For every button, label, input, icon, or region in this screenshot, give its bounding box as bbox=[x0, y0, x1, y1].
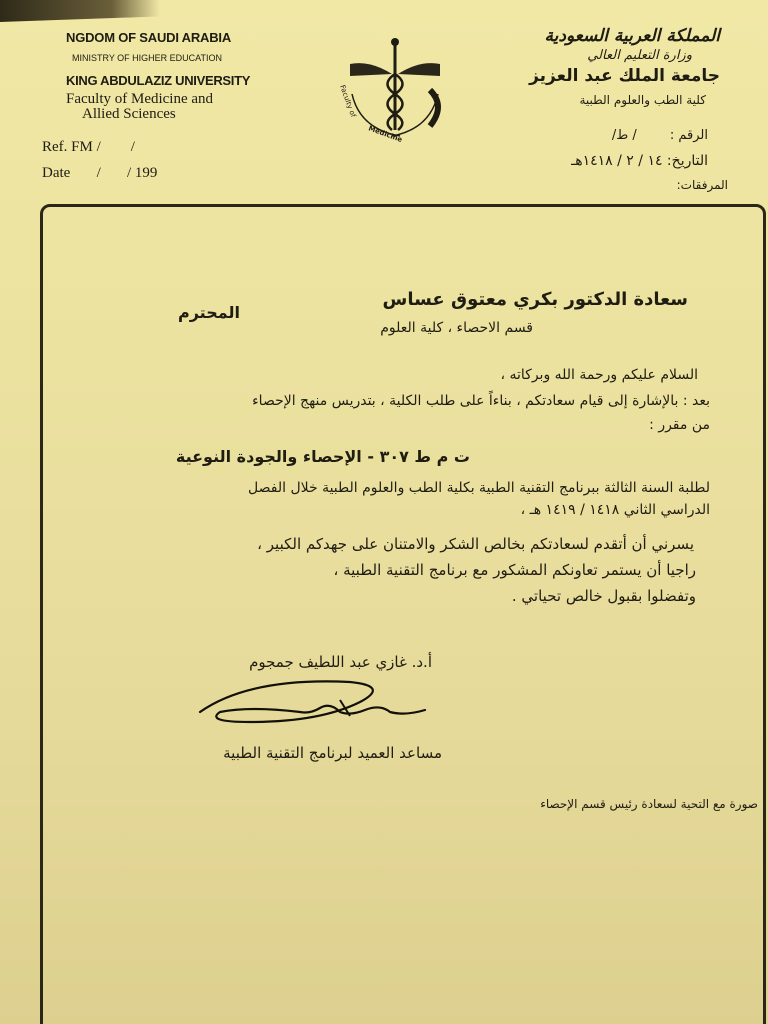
caduceus-icon bbox=[330, 34, 460, 144]
recipient-department: قسم الاحصاء ، كلية العلوم bbox=[380, 320, 533, 336]
reference-number-ar: الرقم : / ط/ bbox=[611, 128, 708, 143]
recipient-name: سعادة الدكتور بكري معتوق عساس bbox=[382, 289, 688, 310]
signatory-title: مساعد العميد لبرنامج التقنية الطبية bbox=[223, 744, 442, 762]
carbon-copy-note: صورة مع التحية لسعادة رئيس قسم الإحصاء bbox=[540, 797, 758, 811]
header-en-ministry: MINISTRY OF HIGHER EDUCATION bbox=[72, 53, 223, 63]
body-line-2: من مقرر : bbox=[649, 417, 710, 433]
signatory-name: أ.د. غازي عبد اللطيف جمجوم bbox=[249, 653, 432, 671]
body-line-1: بعد : بالإشارة إلى قيام سعادتكم ، بناءاً على طلب الكلية ، بتدريس منهج الإحصاء bbox=[252, 393, 710, 409]
reference-number: Ref. FM / / bbox=[42, 139, 135, 155]
header-en-kingdom: NGDOM OF SAUDI ARABIA bbox=[66, 30, 232, 45]
signature-scribble bbox=[190, 672, 440, 732]
honorific: المحترم bbox=[178, 303, 240, 322]
header-ar-ministry: وزارة التعليم العالي bbox=[587, 48, 692, 63]
header-ar-university: جامعة الملك عبد العزيز bbox=[529, 66, 720, 86]
body-line-3: لطلبة السنة الثالثة ببرنامج التقنية الطبية بكلية الطب والعلوم الطبية خلال الفصل bbox=[248, 480, 710, 496]
header-en-faculty: Faculty of Medicine and bbox=[66, 91, 214, 107]
svg-text:Medicine: Medicine bbox=[367, 124, 404, 144]
header-en-allied: Allied Sciences bbox=[82, 106, 176, 122]
body-line-4: الدراسي الثاني ١٤١٨ / ١٤١٩ هـ ، bbox=[520, 502, 710, 518]
header-ar-faculty: كلية الطب والعلوم الطبية bbox=[579, 93, 706, 107]
page-edge-shadow bbox=[0, 0, 160, 22]
body-line-7: وتفضلوا بقبول خالص تحياتي . bbox=[511, 587, 696, 605]
course-title: ت م ط ٣٠٧ - الإحصاء والجودة النوعية bbox=[175, 447, 470, 466]
greeting: السلام عليكم ورحمة الله وبركاته ، bbox=[500, 367, 698, 383]
header-en-university: KING ABDULAZIZ UNIVERSITY bbox=[66, 73, 251, 88]
date-ar: التاريخ: ١٤ / ٢ / ١٤١٨هـ bbox=[571, 153, 708, 169]
date-en: Date / / 199 bbox=[42, 165, 158, 181]
svg-text:Faculty of: Faculty of bbox=[338, 83, 358, 119]
attachments-label: المرفقات: bbox=[676, 178, 728, 192]
header-ar-kingdom: المملكة العربية السعودية bbox=[544, 26, 720, 46]
body-line-6: راجيا أن يستمر تعاونكم المشكور مع برنامج التقنية الطبية ، bbox=[333, 561, 696, 579]
body-line-5: يسرني أن أتقدم لسعادتكم بخالص الشكر والامتنان على جهدكم الكبير ، bbox=[257, 535, 694, 553]
